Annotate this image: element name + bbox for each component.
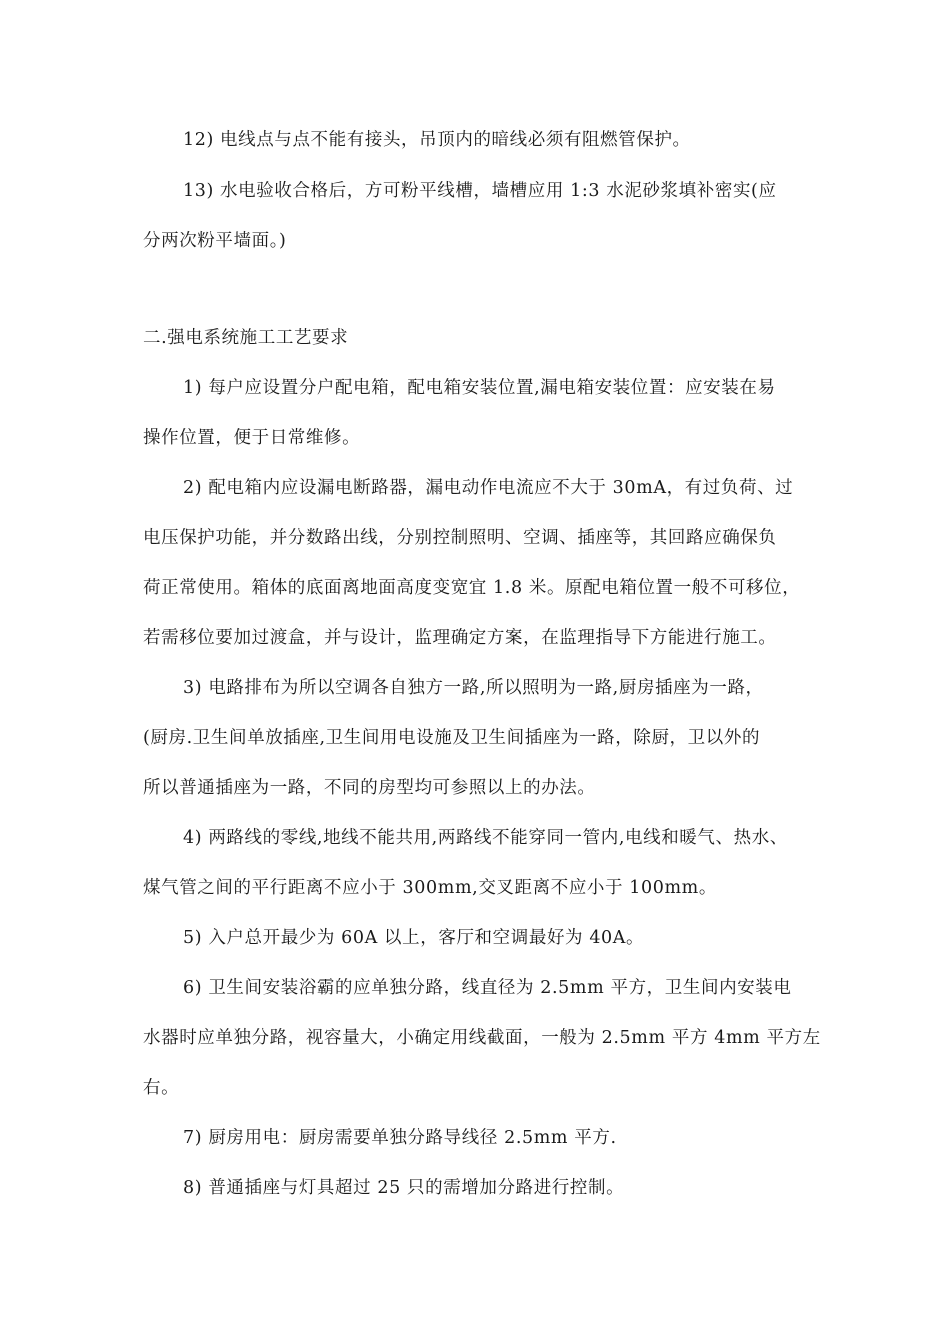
- paragraph-line: 8) 普通插座与灯具超过 25 只的需增加分路进行控制。: [183, 1178, 625, 1198]
- paragraph-line: 6) 卫生间安装浴霸的应单独分路，线直径为 2.5mm 平方，卫生间内安装电: [183, 978, 792, 998]
- paragraph-line: 3) 电路排布为所以空调各自独方一路,所以照明为一路,厨房插座为一路，: [183, 678, 764, 698]
- paragraph-line: 荷正常使用。箱体的底面离地面高度变宽宜 1.8 米。原配电箱位置一般不可移位，: [143, 578, 801, 598]
- paragraph-line: 7) 厨房用电：厨房需要单独分路导线径 2.5mm 平方.: [183, 1128, 617, 1148]
- paragraph-line: 4) 两路线的零线,地线不能共用,两路线不能穿同一管内,电线和暖气、热水、: [183, 828, 788, 848]
- paragraph-line: 煤气管之间的平行距离不应小于 300mm,交叉距离不应小于 100mm。: [143, 878, 717, 898]
- paragraph-line: 操作位置，便于日常维修。: [143, 428, 361, 448]
- paragraph-line: 右。: [143, 1078, 180, 1098]
- paragraph-line: 若需移位要加过渡盒，并与设计，监理确定方案，在监理指导下方能进行施工。: [143, 628, 777, 648]
- paragraph-line: 所以普通插座为一路，不同的房型均可参照以上的办法。: [143, 778, 596, 798]
- paragraph-line: 13) 水电验收合格后，方可粉平线槽，墙槽应用 1:3 水泥砂浆填补密实(应: [183, 181, 777, 201]
- paragraph-line: 12) 电线点与点不能有接头，吊顶内的暗线必须有阻燃管保护。: [183, 130, 691, 150]
- paragraph-line: 电压保护功能，并分数路出线，分别控制照明、空调、插座等，其回路应确保负: [143, 528, 777, 548]
- paragraph-line: 分两次粉平墙面。): [143, 231, 287, 251]
- paragraph-line: 水器时应单独分路，视容量大，小确定用线截面，一般为 2.5mm 平方 4mm 平方左: [143, 1028, 821, 1048]
- paragraph-line: 2) 配电箱内应设漏电断路器，漏电动作电流应不大于 30mA，有过负荷、过: [183, 478, 794, 498]
- paragraph-line: 1) 每户应设置分户配电箱，配电箱安装位置,漏电箱安装位置：应安装在易: [183, 378, 776, 398]
- paragraph-line: (厨房.卫生间单放插座,卫生间用电设施及卫生间插座为一路，除厨，卫以外的: [143, 728, 761, 748]
- section-heading: 二.强电系统施工工艺要求: [143, 328, 349, 348]
- paragraph-line: 5) 入户总开最少为 60A 以上，客厅和空调最好为 40A。: [183, 928, 645, 948]
